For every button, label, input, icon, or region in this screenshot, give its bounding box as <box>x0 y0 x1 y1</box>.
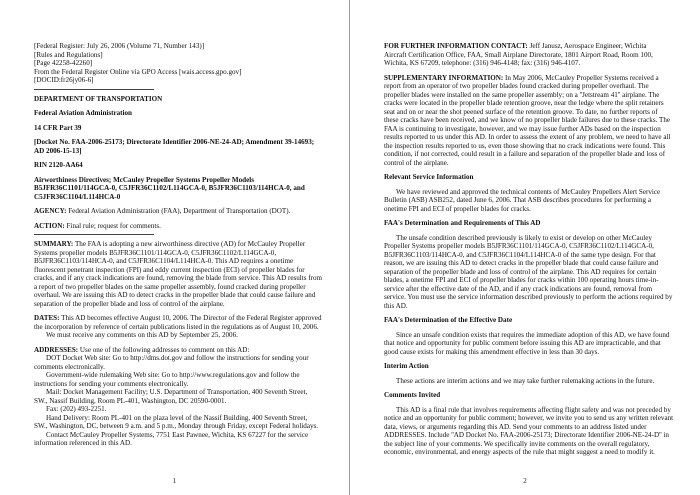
service-info-line: onetime FPI and ECI of propeller blades for cracks. <box>384 204 531 213</box>
comments-line: This AD is a final rule that involves requirements affecting flight safety and was not preceded by <box>396 405 671 414</box>
title-line: C5JFR36C1104/L114HCA-0 <box>34 192 121 201</box>
docket-heading <box>34 138 329 155</box>
summary-line: fluorescent penetrant inspection (FPI) and eddy current inspection (ECI) of propeller blades for <box>34 265 305 274</box>
address-line: DOT Docket Web site: Go to http://dms.dot.gov and follow the instructions for sending your <box>46 354 309 362</box>
determination-line: service. You must use the service information described previously to perform the actions required by <box>384 293 673 301</box>
effective-date-line: that notice and opportunity for public comment before issuing this AD are impracticable, and that <box>384 339 661 347</box>
address-line: Contact McCauley Propeller Systems, 7751 East Pawnee, Wichita, KS 67227 for the service <box>46 430 309 439</box>
effective-date-heading: FAA's Determination of the Effective Date <box>384 316 513 324</box>
header-line: [Page 42258-42260] <box>34 59 93 67</box>
effective-date-paragraph <box>384 331 678 357</box>
interim-action-heading: Interim Action <box>384 362 429 370</box>
cfr-heading: 14 CFR Part 39 <box>34 123 82 132</box>
determination-line: reason, we are issuing this AD to detect cracks in the propeller blade that could cause failure and <box>384 259 659 267</box>
address-line: Mail: Docket Management Facility; U.S. Department of Transportation, 400 Seventh Street, <box>46 388 308 396</box>
page-number: 1 <box>172 477 177 485</box>
contact-line: Wichita, KS 67209, telephone: (316) 946-4148; fax: (316) 946-4107. <box>384 59 581 67</box>
agency-text: Federal Aviation Administration (FAA), Department of Transportation (DOT). <box>66 207 291 215</box>
action-line <box>34 222 329 231</box>
rin-heading: RIN 2120-AA64 <box>34 161 83 169</box>
summary-line: cracks, and if any crack indications are found, removing the blade from service. This AD results from <box>34 274 323 282</box>
header-line: [DOCID:fr26jy06-6] <box>34 76 94 84</box>
dates-line: the incorporation by reference of certain publications listed in the regulations as of August 10, 2006. <box>34 322 319 331</box>
action-text: Final rule; request for comments. <box>64 221 161 230</box>
determination-line: The unsafe condition described previously is likely to exist or develop on other McCauley <box>396 233 652 242</box>
title-line: Airworthiness Directives; McCauley Propeller Systems Propeller Models <box>34 175 254 184</box>
address-line: information referenced in this AD. <box>34 439 132 447</box>
determination-line: B5JFR36C1103/114HCA-0, and C5JFR36C1104/L114HCA-0 of the same type design. For that <box>384 250 656 259</box>
address-line: SW., Nassif Building, Room PL-401, Washington, DC 20590-0001. <box>34 396 227 405</box>
comments-line: data, views, or arguments regarding this AD. Send your comments to an address listed under <box>384 422 647 431</box>
summary-line: a report of two propeller blades on the same propeller assembly, found cracked during propeller <box>34 282 306 291</box>
header-line: [Rules and Regulations] <box>34 50 103 59</box>
determination-line: separation of the propeller blade and loss of control of the airplane. This AD requires for certain <box>384 267 657 276</box>
determination-paragraph <box>384 234 678 311</box>
address-line: Government-wide rulemaking Web site: Go to http://www.regulations.gov and follow the <box>46 371 300 379</box>
divider <box>34 234 154 235</box>
register-header <box>34 42 329 85</box>
effective-date-line: good cause exists for making this amendment effective in less than 30 days. <box>384 347 600 356</box>
address-line: Fax: (202) 493-2251. <box>46 405 107 413</box>
supplementary-line: condition, if not corrected, could result in a failure and separation of the propeller blade and loss of <box>384 150 666 158</box>
addresses-label: ADDRESSES: <box>34 345 79 354</box>
comments-line: economic, environmental, and energy aspects of the rule that might suggest a need to modify it. <box>384 448 655 456</box>
service-info-line: We have reviewed and approved the technical contents of McCauley Propellers Alert Service <box>396 187 661 196</box>
agency-label: AGENCY: <box>34 207 67 215</box>
service-info-paragraph <box>384 188 678 214</box>
comments-line: the subject line of your comments. We specifically invite comments on the overall regulatory, <box>384 439 650 448</box>
header-line: From the Federal Register Online via GPO Access [wais.access.gpo.gov] <box>34 67 242 76</box>
header-line: [Federal Register: July 26, 2006 (Volume 71, Number 143)] <box>34 42 205 50</box>
addresses-text: Use one of the following addresses to comment on this AD: <box>78 345 250 354</box>
addresses-paragraph <box>34 346 329 448</box>
supplementary-paragraph <box>384 74 678 168</box>
supplementary-label: SUPPLEMENTARY INFORMATION: <box>384 73 504 82</box>
summary-line: separation of the propeller blade and loss of control of the airplane. <box>34 299 225 308</box>
address-line: instructions for sending your comments electronically. <box>34 379 189 388</box>
docket-line: [Docket No. FAA-2006-25173; Directorate Identifier 2006-NE-24-AD; Amendment 39-14693; <box>34 138 315 146</box>
contact-label: FOR FURTHER INFORMATION CONTACT: <box>384 42 528 50</box>
interim-action-line: These actions are interim actions and we may take further rulemaking actions in the future. <box>396 376 655 385</box>
determination-line: Propeller Systems propeller models B5JFR36C1101/114GCA-0, C5JFR36C1102/L114GCA-0, <box>384 242 654 250</box>
interim-action-paragraph <box>384 377 678 386</box>
supplementary-line: control of the airplane. <box>384 158 449 167</box>
supplementary-text: In May 2006, McCauley Propeller Systems received a <box>503 73 659 82</box>
effective-date-line: Since an unsafe condition exists that requires the immediate adoption of this AD, we have found <box>396 330 670 339</box>
title-line: B5JFR36C1101/114GCA-0, C5JFR36C1102/L114GCA-0, B5JFR36C1103/114HCA-0, and <box>34 184 305 192</box>
determination-heading: FAA's Determination and Requirements of This AD <box>384 219 541 227</box>
comments-line: notice and an opportunity for public comment; however, we invite you to send us any written relevant <box>384 414 674 422</box>
determination-line: this AD. <box>384 301 408 310</box>
contact-line: Aircraft Certification Office, FAA, Small Airplane Directorate, 1801 Airport Road, Room 100, <box>384 50 653 59</box>
supplementary-line: FAA is continuing to investigate, however, and we may issue further ADs based on the inspection <box>384 124 661 133</box>
service-info-heading: Relevant Service Information <box>384 173 474 181</box>
document-title <box>34 176 329 202</box>
comments-line: ADDRESSES. Include ''AD Docket No. FAA-2006-25173; Directorate Identifier 2006-NE-24-D'' in <box>384 431 669 439</box>
supplementary-line: propeller blades were installed on the same propeller assembly; on a ''Jetstream 41'' airplane. The <box>384 90 660 99</box>
department-heading: DEPARTMENT OF TRANSPORTATION <box>34 94 163 103</box>
divider <box>34 89 154 90</box>
comments-heading: Comments Invited <box>384 391 441 399</box>
agency-heading: Federal Aviation Administration <box>34 109 132 117</box>
contact-text: Jeff Janusz, Aerospace Engineer, Wichita <box>527 42 647 50</box>
supplementary-line: seat and on or near the shot peened surface of the retention groove. To date, no further reports of <box>384 107 658 116</box>
summary-text: The FAA is adopting a new airworthiness directive (AD) for McCauley Propeller <box>73 240 306 248</box>
contact-paragraph <box>384 42 678 68</box>
supplementary-line: report from an operator of two propeller blades found cracked during propeller overhaul. The <box>384 82 649 90</box>
action-label: ACTION: <box>34 221 65 230</box>
comments-paragraph <box>384 406 678 457</box>
document-page-2 <box>350 0 700 495</box>
dates-text: This AD becomes effective August 10, 2006. The Director of the Federal Register approved <box>59 314 322 322</box>
summary-line: overhaul. We are issuing this AD to detect cracks in the propeller blade that could cause failure and <box>34 291 316 299</box>
supplementary-line: cracks were located in the propeller blade retention groove, near the ledge where the split retainers <box>384 99 664 107</box>
supplementary-line: the inspection results reported to us, even those showing that no crack indications were found. This <box>384 141 666 150</box>
supplementary-line: these cracks have been received, and we know of no propeller blade failures due to these cracks. The <box>384 116 671 124</box>
docket-line: AD 2006-15-13] <box>34 146 82 155</box>
determination-line: service after the effective date of the AD, and if any crack indications are found, removal from <box>384 284 653 293</box>
dates-paragraph <box>34 314 329 340</box>
dates-line: We must receive any comments on this AD by September 25, 2006. <box>46 331 238 339</box>
agency-line <box>34 207 329 216</box>
address-line: comments electronically. <box>34 362 105 371</box>
page-number: 2 <box>523 477 527 485</box>
summary-line: Systems propeller models B5JFR36C1101/114GCA-0, C5JFR36C1102/L114GCA-0, <box>34 248 277 257</box>
determination-line: blades, a onetime FPI and ECI of propeller blades for cracks within 100 operating hours time-in- <box>384 276 659 284</box>
address-line: SW., Washington, DC, between 9 a.m. and 5 p.m., Monday through Friday, except Federal holidays. <box>34 422 319 430</box>
summary-label: SUMMARY: <box>34 240 74 248</box>
dates-label: DATES: <box>34 314 60 322</box>
summary-line: B5JFR36C1103/114HCA-0, and C5JFR36C1104/L114HCA-0. This AD requires a onetime <box>34 257 294 265</box>
supplementary-line: results reported to us under this AD. In order to assess the extent of any problem, we need to have all <box>384 133 671 141</box>
service-info-line: Bulletin (ASB) ASB252, dated June 6, 2006. That ASB describes procedures for performing a <box>384 196 652 204</box>
summary-paragraph <box>34 240 329 308</box>
address-line: Hand Delivery: Room PL-401 on the plaza level of the Nassif Building, 400 Seventh Street, <box>46 413 308 422</box>
